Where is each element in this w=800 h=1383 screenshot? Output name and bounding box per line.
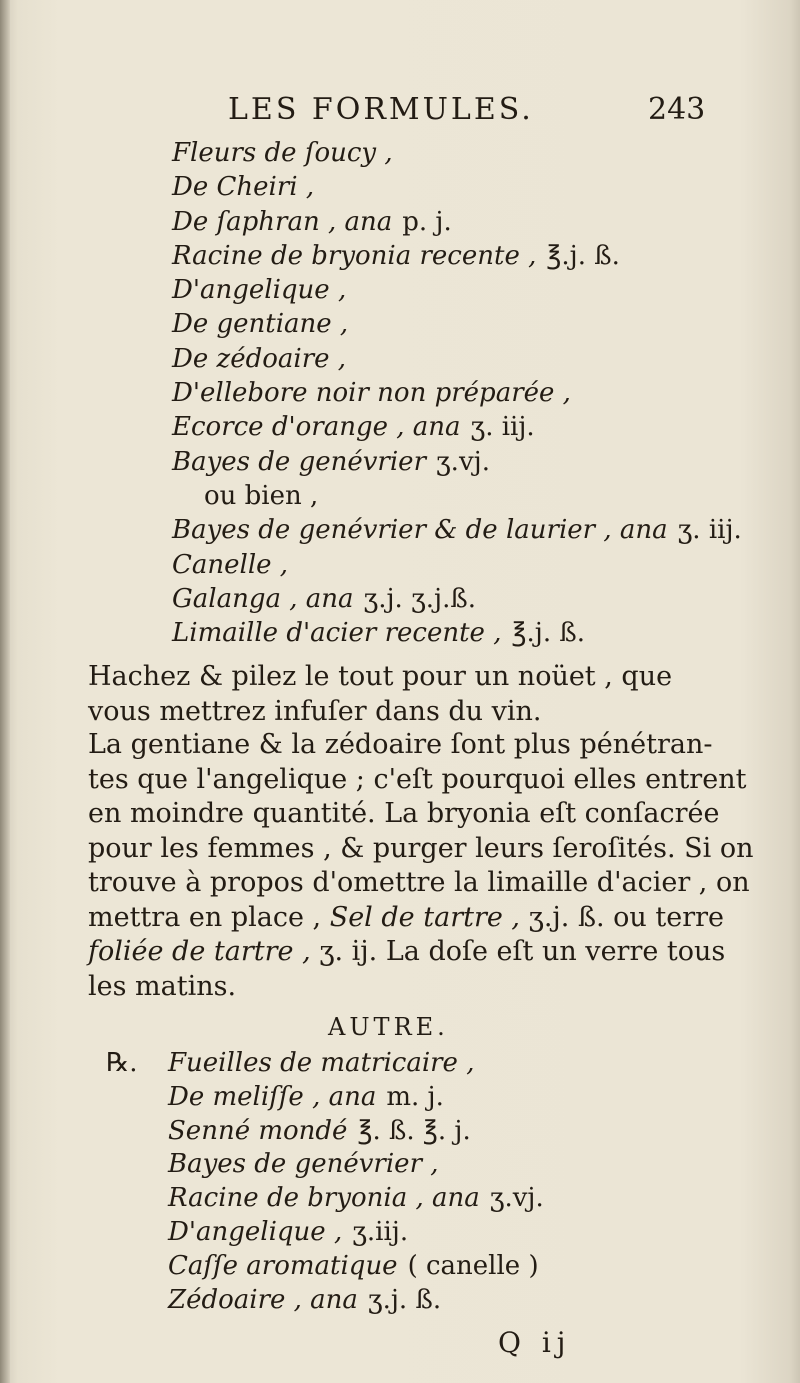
- paragraph-line: foliée de tartre , ʒ. ij. La doſe eſt un verre tous: [88, 936, 726, 967]
- ingredient-line: De zédoaire ,: [172, 343, 347, 374]
- ingredient-line: D'angelique , ʒ.iij.: [168, 1216, 409, 1247]
- paragraph-line: trouve à propos d'omettre la limaille d'acier , on: [88, 867, 750, 898]
- paragraph-line: en moindre quantité. La bryonia eſt conſacrée: [88, 798, 720, 829]
- ingredient-line: Racine de bryonia , ana ʒ.vj.: [168, 1183, 544, 1214]
- ingredient-line: Canelle ,: [172, 549, 289, 580]
- page-number: 243: [648, 92, 706, 127]
- ingredient-line: Senné mondé ℥. ß. ℥. j.: [168, 1115, 471, 1146]
- ingredient-line: Galanga , ana ʒ.j. ʒ.j.ß.: [172, 583, 476, 614]
- ingredient-line: De meliſſe , ana m. j.: [168, 1081, 444, 1112]
- running-head: LES FORMULES.: [228, 92, 534, 127]
- paragraph-line: vous mettrez infuſer dans du vin.: [88, 695, 542, 727]
- ingredient-line: Racine de bryonia recente , ℥.j. ß.: [172, 240, 620, 271]
- ingredient-line: Fueilles de matricaire ,: [168, 1048, 475, 1078]
- recipe-symbol: ℞.: [106, 1048, 138, 1078]
- commentary-paragraph: [88, 728, 754, 1004]
- ingredient-line: De gentiane ,: [172, 309, 349, 340]
- ingredient-line: Zédoaire , ana ʒ.j. ß.: [168, 1284, 442, 1315]
- paragraph-line: les matins.: [88, 970, 237, 1002]
- ingredient-line: Bayes de genévrier & de laurier , ana ʒ. iij.: [172, 515, 742, 546]
- ingredient-line: De Cheiri ,: [172, 172, 315, 203]
- ingredient-line: Bayes de genévrier ,: [168, 1149, 439, 1180]
- second-ingredient-list: [168, 1046, 728, 1316]
- ingredient-line: D'angelique ,: [172, 275, 347, 306]
- instruction-paragraph: [88, 660, 708, 729]
- ingredient-line: Bayes de genévrier ʒ.vj.: [172, 446, 490, 477]
- ingredient-line: Fleurs de ſoucy ,: [172, 138, 393, 168]
- ingredient-line: De ſaphran , ana p. j.: [172, 206, 452, 237]
- ingredient-line: ou bien ,: [204, 480, 319, 511]
- ingredient-line: Ecorce d'orange , ana ʒ. iij.: [172, 412, 535, 443]
- paragraph-line: pour les femmes , & purger leurs ſeroſités. Si on: [88, 832, 754, 864]
- page-gutter-shadow: [0, 0, 10, 1383]
- paragraph-line: mettra en place , Sel de tartre , ʒ.j. ß. ou terre: [88, 901, 725, 933]
- section-subhead: AUTRE.: [328, 1013, 449, 1041]
- paragraph-line: tes que l'angelique ; c'eſt pourquoi elles entrent: [88, 763, 747, 795]
- ingredient-list: [172, 136, 742, 650]
- paragraph-line: La gentiane & la zédoaire ſont plus pénétran-: [88, 729, 713, 760]
- signature-mark: Q ij: [498, 1326, 572, 1359]
- ingredient-line: D'ellebore noir non préparée ,: [172, 378, 571, 409]
- ingredient-line: Limaille d'acier recente , ℥.j. ß.: [172, 618, 585, 649]
- paragraph-line: Hachez & pilez le tout pour un noüet , que: [88, 661, 673, 692]
- ingredient-line: Caſſe aromatique ( canelle ): [168, 1250, 539, 1281]
